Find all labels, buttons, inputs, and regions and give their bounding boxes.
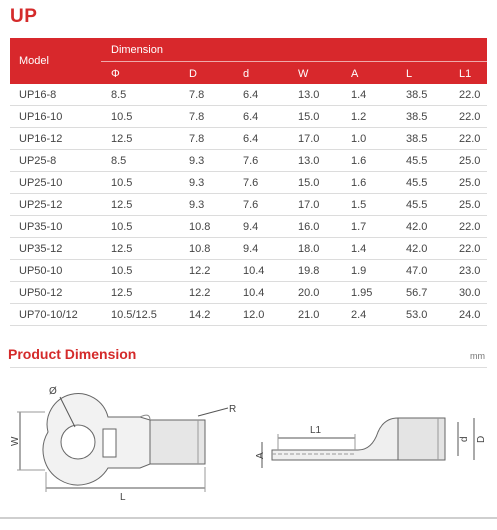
- model-cell: UP16-10: [19, 111, 63, 123]
- value-cell: 42.0: [406, 221, 428, 233]
- value-cell: 7.6: [243, 177, 259, 189]
- phi-label: Ø: [49, 386, 57, 397]
- model-cell: UP16-12: [19, 133, 63, 145]
- column-header: W: [298, 68, 309, 80]
- model-cell: UP25-8: [19, 155, 57, 167]
- value-cell: 10.5: [111, 111, 133, 123]
- table-body: [10, 84, 487, 326]
- table-row: [10, 172, 487, 194]
- value-cell: 19.8: [298, 265, 320, 277]
- model-cell: UP35-10: [19, 221, 63, 233]
- column-header: d: [243, 68, 250, 80]
- value-cell: 24.0: [459, 309, 481, 321]
- value-cell: 30.0: [459, 287, 481, 299]
- value-cell: 15.0: [298, 177, 320, 189]
- column-header: Φ: [111, 68, 120, 80]
- value-cell: 9.3: [189, 177, 205, 189]
- value-cell: 7.8: [189, 111, 205, 123]
- value-cell: 22.0: [459, 89, 481, 101]
- value-cell: 20.0: [298, 287, 320, 299]
- column-header: D: [189, 68, 197, 80]
- value-cell: 10.5/12.5: [111, 309, 157, 321]
- table-row: [10, 304, 487, 326]
- column-header: L: [406, 68, 413, 80]
- value-cell: 21.0: [298, 309, 320, 321]
- table-row: [10, 216, 487, 238]
- value-cell: 14.2: [189, 309, 211, 321]
- value-cell: 45.5: [406, 199, 428, 211]
- value-cell: 2.4: [351, 309, 367, 321]
- dimension-table: [10, 38, 487, 326]
- value-cell: 12.2: [189, 265, 211, 277]
- value-cell: 9.4: [243, 243, 259, 255]
- a-label: A: [255, 452, 266, 459]
- value-cell: 1.6: [351, 155, 367, 167]
- value-cell: 10.8: [189, 221, 211, 233]
- d-small-label: d: [459, 436, 470, 442]
- r-label: R: [229, 404, 237, 415]
- value-cell: 10.8: [189, 243, 211, 255]
- model-cell: UP70-10/12: [19, 309, 78, 321]
- value-cell: 1.6: [351, 177, 367, 189]
- header-divider: [101, 61, 487, 62]
- l1-label: L1: [310, 425, 322, 436]
- model-cell: UP50-12: [19, 287, 63, 299]
- value-cell: 12.5: [111, 243, 133, 255]
- table-header: [10, 38, 487, 84]
- value-cell: 10.5: [111, 221, 133, 233]
- page-title: UP: [10, 6, 38, 27]
- section-title: Product Dimension: [8, 346, 137, 362]
- value-cell: 7.6: [243, 199, 259, 211]
- value-cell: 45.5: [406, 155, 428, 167]
- value-cell: 12.5: [111, 133, 133, 145]
- unit-label: mm: [470, 351, 485, 361]
- value-cell: 1.7: [351, 221, 367, 233]
- dimension-header: Dimension: [111, 44, 163, 56]
- value-cell: 12.2: [189, 287, 211, 299]
- value-cell: 6.4: [243, 89, 259, 101]
- model-cell: UP25-10: [19, 177, 63, 189]
- bolt-hole: [61, 425, 95, 459]
- value-cell: 13.0: [298, 155, 320, 167]
- value-cell: 8.5: [111, 89, 127, 101]
- value-cell: 25.0: [459, 177, 481, 189]
- footer-rule: [0, 517, 497, 519]
- value-cell: 47.0: [406, 265, 428, 277]
- model-cell: UP25-12: [19, 199, 63, 211]
- value-cell: 53.0: [406, 309, 428, 321]
- value-cell: 12.0: [243, 309, 265, 321]
- section-divider: [10, 367, 487, 368]
- value-cell: 25.0: [459, 199, 481, 211]
- value-cell: 25.0: [459, 155, 481, 167]
- table-row: [10, 128, 487, 150]
- value-cell: 22.0: [459, 221, 481, 233]
- top-view: [17, 394, 228, 492]
- model-header: Model: [19, 55, 49, 67]
- value-cell: 6.4: [243, 111, 259, 123]
- value-cell: 22.0: [459, 243, 481, 255]
- value-cell: 22.0: [459, 111, 481, 123]
- model-cell: UP35-12: [19, 243, 63, 255]
- value-cell: 18.0: [298, 243, 320, 255]
- table-row: [10, 194, 487, 216]
- value-cell: 56.7: [406, 287, 428, 299]
- w-label: W: [10, 436, 21, 446]
- value-cell: 1.9: [351, 265, 367, 277]
- value-cell: 8.5: [111, 155, 127, 167]
- product-dimension-drawing: [0, 372, 497, 522]
- table-row: [10, 84, 487, 106]
- l-label: L: [120, 492, 126, 503]
- value-cell: 1.4: [351, 89, 367, 101]
- value-cell: 23.0: [459, 265, 481, 277]
- value-cell: 13.0: [298, 89, 320, 101]
- barrel-shade: [150, 420, 205, 464]
- table-row: [10, 106, 487, 128]
- value-cell: 12.5: [111, 199, 133, 211]
- value-cell: 38.5: [406, 133, 428, 145]
- value-cell: 17.0: [298, 133, 320, 145]
- table-row: [10, 282, 487, 304]
- side-view: [262, 418, 474, 468]
- value-cell: 10.5: [111, 265, 133, 277]
- value-cell: 1.95: [351, 287, 373, 299]
- value-cell: 15.0: [298, 111, 320, 123]
- value-cell: 10.4: [243, 265, 265, 277]
- value-cell: 22.0: [459, 133, 481, 145]
- value-cell: 17.0: [298, 199, 320, 211]
- value-cell: 6.4: [243, 133, 259, 145]
- table-row: [10, 260, 487, 282]
- inspection-slot: [103, 429, 116, 457]
- value-cell: 16.0: [298, 221, 320, 233]
- value-cell: 1.4: [351, 243, 367, 255]
- model-cell: UP16-8: [19, 89, 57, 101]
- value-cell: 1.2: [351, 111, 367, 123]
- table-row: [10, 150, 487, 172]
- value-cell: 1.0: [351, 133, 367, 145]
- column-header: A: [351, 68, 359, 80]
- value-cell: 9.3: [189, 199, 205, 211]
- value-cell: 7.6: [243, 155, 259, 167]
- value-cell: 9.4: [243, 221, 259, 233]
- value-cell: 7.8: [189, 89, 205, 101]
- column-header: L1: [459, 68, 472, 80]
- value-cell: 38.5: [406, 111, 428, 123]
- d-large-label: D: [476, 435, 487, 443]
- value-cell: 42.0: [406, 243, 428, 255]
- model-cell: UP50-10: [19, 265, 63, 277]
- value-cell: 12.5: [111, 287, 133, 299]
- value-cell: 1.5: [351, 199, 367, 211]
- table-row: [10, 238, 487, 260]
- value-cell: 9.3: [189, 155, 205, 167]
- value-cell: 10.5: [111, 177, 133, 189]
- value-cell: 10.4: [243, 287, 265, 299]
- value-cell: 38.5: [406, 89, 428, 101]
- value-cell: 7.8: [189, 133, 205, 145]
- value-cell: 45.5: [406, 177, 428, 189]
